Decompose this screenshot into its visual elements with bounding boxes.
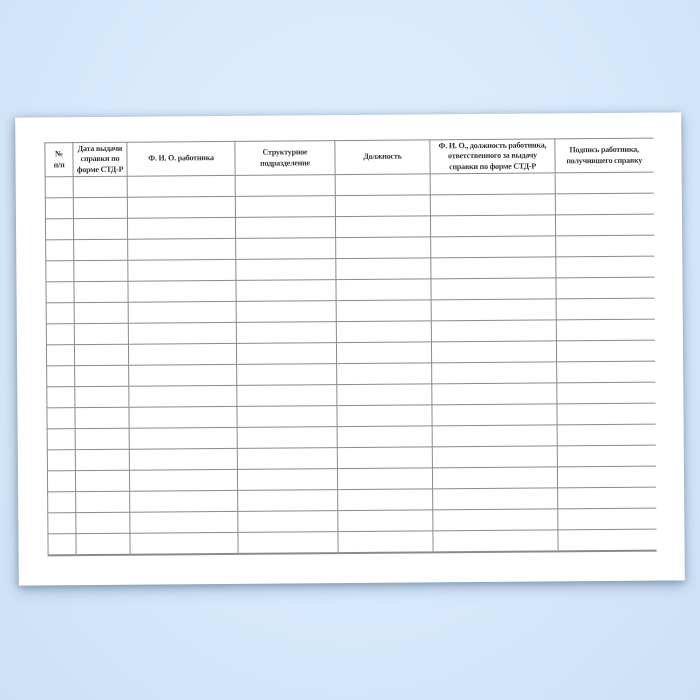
empty-cell-dept	[237, 448, 337, 470]
empty-cell-position	[336, 258, 431, 280]
empty-cell-position	[336, 279, 431, 301]
empty-cell-position	[337, 405, 432, 427]
empty-cell-issue_date	[75, 386, 129, 407]
empty-cell-position	[337, 363, 432, 385]
empty-cell-position	[336, 342, 431, 364]
empty-cell-position	[337, 384, 432, 406]
empty-cell-name	[128, 280, 236, 302]
column-header-issuer: Ф. И. О., должность работника, ответственного за выдачу справки по форме СТД-Р	[430, 139, 555, 174]
empty-cell-num	[46, 345, 74, 366]
empty-cell-signature	[557, 466, 655, 488]
empty-cell-position	[336, 300, 431, 322]
empty-cell-dept	[236, 322, 336, 344]
empty-cell-position	[336, 237, 431, 259]
column-header-issue-date: Дата выдачи справки по форме СТД-Р	[73, 142, 127, 176]
empty-cell-signature	[556, 298, 654, 320]
empty-cell-signature	[556, 256, 654, 278]
empty-cell-dept	[236, 301, 336, 323]
empty-cell-name	[130, 511, 238, 533]
empty-cell-signature	[555, 214, 653, 236]
empty-cell-issue_date	[75, 470, 129, 491]
empty-cell-name	[128, 301, 236, 323]
empty-cell-issuer	[432, 467, 557, 489]
empty-cell-name	[129, 448, 237, 470]
empty-cell-issuer	[431, 341, 556, 363]
empty-cell-num	[47, 429, 75, 450]
empty-cell-signature	[556, 319, 654, 341]
empty-cell-position	[336, 321, 431, 343]
empty-cell-name	[129, 427, 237, 449]
header-row	[45, 138, 653, 177]
journal-table-header	[45, 138, 653, 177]
empty-cell-position	[337, 447, 432, 469]
empty-cell-dept	[237, 364, 337, 386]
empty-cell-num	[47, 366, 75, 387]
empty-cell-issue_date	[73, 176, 127, 197]
empty-cell-signature	[555, 193, 653, 215]
empty-cell-name	[130, 490, 238, 512]
empty-cell-num	[48, 534, 76, 556]
empty-cell-issuer	[431, 257, 556, 279]
empty-cell-issue_date	[74, 302, 128, 323]
empty-cell-issuer	[431, 320, 556, 342]
empty-cell-num	[46, 303, 74, 324]
empty-cell-num	[45, 177, 73, 198]
empty-cell-issuer	[430, 215, 555, 237]
empty-cell-issuer	[432, 362, 557, 384]
empty-cell-num	[45, 198, 73, 219]
empty-cell-dept	[238, 511, 338, 533]
empty-cell-name	[130, 532, 238, 554]
empty-cell-name	[127, 175, 235, 197]
empty-cell-dept	[236, 259, 336, 281]
empty-cell-name	[129, 469, 237, 491]
empty-cell-signature	[557, 403, 655, 425]
empty-cell-dept	[237, 469, 337, 491]
document-page	[15, 112, 685, 585]
empty-cell-issue_date	[76, 533, 130, 555]
empty-cell-issue_date	[75, 449, 129, 470]
empty-cell-issuer	[432, 404, 557, 426]
empty-cell-issue_date	[74, 260, 128, 281]
empty-cell-issue_date	[74, 281, 128, 302]
empty-cell-num	[47, 471, 75, 492]
empty-cell-issuer	[431, 278, 556, 300]
empty-cell-position	[335, 216, 430, 238]
column-header-position: Должность	[335, 140, 430, 175]
column-header-signature: Подпись работника, получившего справку	[555, 138, 653, 173]
empty-cell-signature	[558, 508, 656, 530]
empty-cell-issue_date	[75, 407, 129, 428]
empty-cell-name	[128, 322, 236, 344]
empty-cell-num	[47, 387, 75, 408]
empty-cell-signature	[557, 445, 655, 467]
empty-cell-name	[128, 343, 236, 365]
empty-cell-num	[46, 282, 74, 303]
column-header-dept: Структурное подразделение	[235, 141, 335, 176]
empty-cell-position	[337, 426, 432, 448]
empty-cell-name	[127, 217, 235, 239]
empty-cell-issue_date	[73, 218, 127, 239]
empty-cell-signature	[558, 487, 656, 509]
empty-cell-num	[48, 513, 76, 534]
empty-cell-num	[46, 240, 74, 261]
empty-cell-dept	[235, 175, 335, 197]
empty-cell-position	[338, 510, 433, 532]
journal-table-body	[45, 172, 656, 555]
empty-cell-name	[128, 259, 236, 281]
empty-cell-signature	[557, 361, 655, 383]
empty-cell-signature	[556, 277, 654, 299]
empty-cell-num	[48, 492, 76, 513]
empty-cell-num	[47, 450, 75, 471]
column-header-name: Ф. И. О. работника	[127, 141, 235, 176]
empty-cell-signature	[558, 529, 656, 551]
empty-cell-issuer	[432, 425, 557, 447]
empty-cell-position	[338, 531, 433, 553]
empty-cell-num	[47, 408, 75, 429]
empty-cell-dept	[235, 217, 335, 239]
table-row	[48, 529, 656, 555]
empty-cell-signature	[556, 340, 654, 362]
empty-cell-name	[129, 385, 237, 407]
empty-cell-issuer	[432, 383, 557, 405]
journal-table	[44, 138, 656, 557]
empty-cell-issuer	[431, 236, 556, 258]
empty-cell-issue_date	[74, 344, 128, 365]
empty-cell-issuer	[430, 173, 555, 195]
empty-cell-issue_date	[75, 365, 129, 386]
empty-cell-issuer	[432, 446, 557, 468]
empty-cell-dept	[238, 490, 338, 512]
empty-cell-dept	[237, 427, 337, 449]
empty-cell-position	[338, 489, 433, 511]
empty-cell-position	[335, 195, 430, 217]
empty-cell-signature	[557, 382, 655, 404]
empty-cell-num	[46, 324, 74, 345]
empty-cell-dept	[237, 406, 337, 428]
empty-cell-num	[46, 261, 74, 282]
empty-cell-dept	[236, 280, 336, 302]
empty-cell-signature	[555, 172, 653, 194]
empty-cell-position	[337, 468, 432, 490]
empty-cell-name	[129, 364, 237, 386]
empty-cell-issue_date	[76, 512, 130, 533]
empty-cell-issuer	[430, 194, 555, 216]
empty-cell-num	[45, 219, 73, 240]
empty-cell-issue_date	[74, 239, 128, 260]
empty-cell-position	[335, 174, 430, 196]
empty-cell-dept	[236, 343, 336, 365]
empty-cell-issue_date	[73, 197, 127, 218]
column-header-num: № п/п	[45, 143, 73, 177]
empty-cell-issue_date	[75, 428, 129, 449]
empty-cell-signature	[556, 235, 654, 257]
empty-cell-name	[127, 196, 235, 218]
empty-cell-name	[129, 406, 237, 428]
empty-cell-name	[128, 238, 236, 260]
empty-cell-dept	[237, 385, 337, 407]
empty-cell-dept	[238, 532, 338, 554]
empty-cell-dept	[235, 196, 335, 218]
empty-cell-issue_date	[76, 491, 130, 512]
empty-cell-issuer	[433, 530, 558, 552]
empty-cell-issue_date	[74, 323, 128, 344]
empty-cell-issuer	[431, 299, 556, 321]
empty-cell-signature	[557, 424, 655, 446]
empty-cell-dept	[236, 238, 336, 260]
empty-cell-issuer	[433, 509, 558, 531]
empty-cell-issuer	[433, 488, 558, 510]
